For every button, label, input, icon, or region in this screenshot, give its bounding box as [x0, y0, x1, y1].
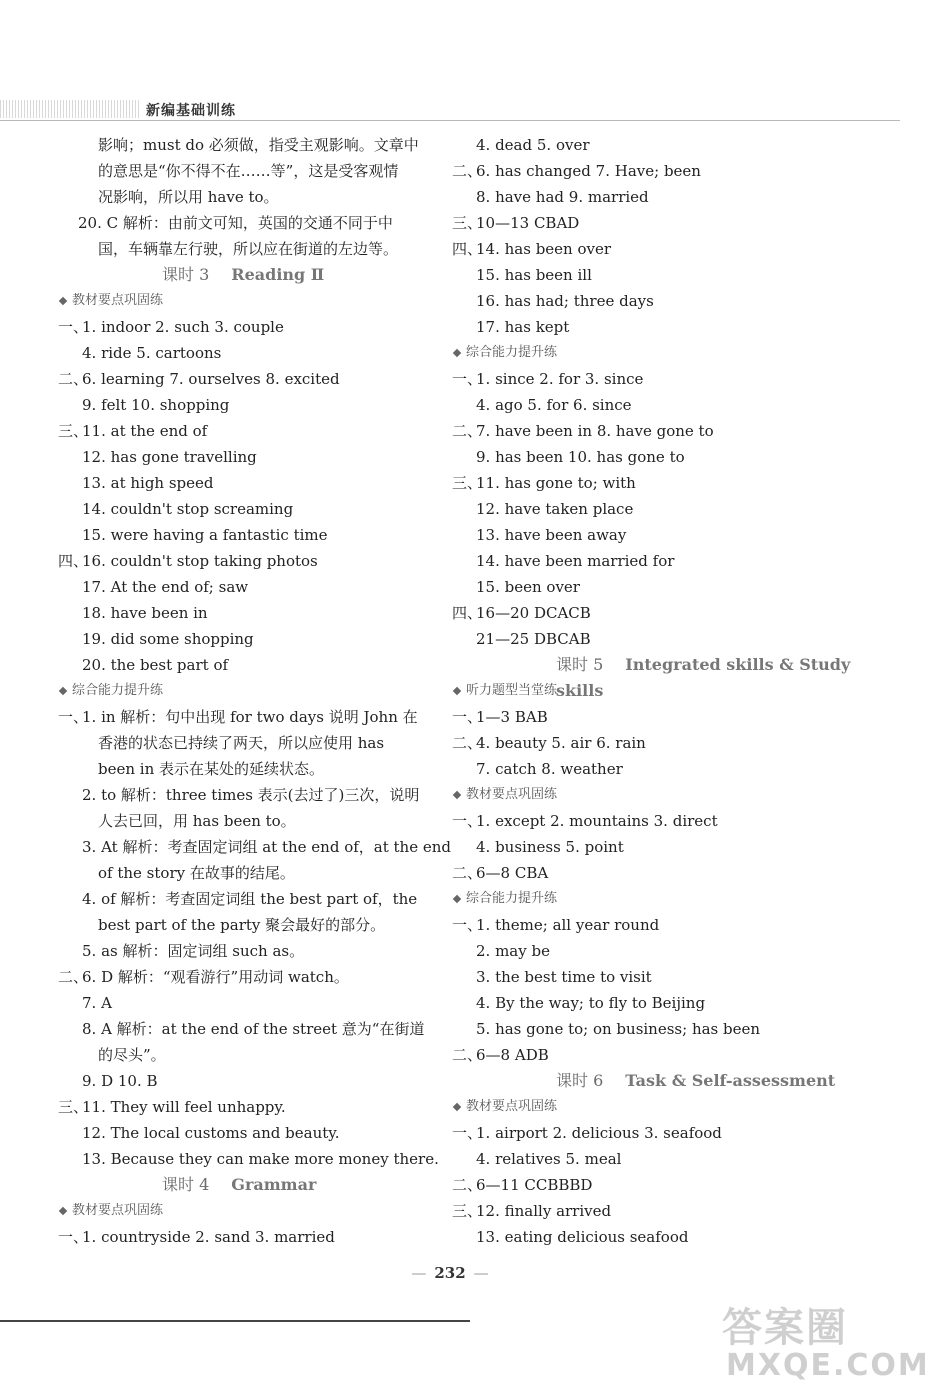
answer-text: 14. has been over — [476, 240, 612, 258]
answer-line — [452, 392, 852, 418]
header-rule — [0, 120, 900, 121]
answer-line — [58, 1042, 430, 1068]
answer-text: 11. at the end of — [82, 422, 208, 440]
answer-line — [58, 158, 430, 184]
exercise-subheading — [452, 886, 852, 912]
answer-line — [452, 938, 852, 964]
answer-text: 7. have been in 8. have gone to — [476, 422, 714, 440]
answer-line — [58, 886, 430, 912]
answer-line — [452, 418, 852, 444]
answer-text: 21—25 DBCAB — [476, 630, 591, 648]
diamond-icon — [59, 1206, 67, 1214]
answer-line — [452, 522, 852, 548]
answer-text: 14. have been married for — [476, 552, 675, 570]
answer-line — [452, 730, 852, 756]
answer-line — [58, 548, 430, 574]
answer-text: 18. have been in — [82, 604, 208, 622]
answer-line — [58, 964, 430, 990]
answer-line — [452, 990, 852, 1016]
subheading-text: 综合能力提升练 — [466, 891, 558, 906]
answer-line — [452, 132, 852, 158]
answer-text: been in 表示在某处的延续状态。 — [98, 760, 325, 778]
answer-text: 1—3 BAB — [476, 708, 548, 726]
answer-line — [58, 210, 430, 236]
answer-line — [452, 210, 852, 236]
answer-line — [452, 834, 852, 860]
answer-text: 12. The local customs and beauty. — [82, 1124, 340, 1142]
answer-text: 4. business 5. point — [476, 838, 624, 856]
answer-text: 13. at high speed — [82, 474, 214, 492]
answer-line — [58, 600, 430, 626]
answer-text: 5. has gone to; on business; has been — [476, 1020, 761, 1038]
section-numeral: 二、 — [452, 864, 483, 882]
answer-text: 13. have been away — [476, 526, 627, 544]
answer-text: 13. eating delicious seafood — [476, 1228, 689, 1246]
answer-line — [452, 1016, 852, 1042]
lesson-topic: Reading Ⅱ — [231, 265, 325, 284]
answer-line — [452, 808, 852, 834]
section-numeral: 一、 — [452, 916, 483, 934]
answer-text: 1. since 2. for 3. since — [476, 370, 644, 388]
answer-text: 16. has had; three days — [476, 292, 654, 310]
answer-text: 16—20 DCACB — [476, 604, 591, 622]
section-numeral: 一、 — [58, 318, 89, 336]
answer-line — [58, 1016, 430, 1042]
answer-text: 1. except 2. mountains 3. direct — [476, 812, 718, 830]
answer-line — [58, 314, 430, 340]
page-header — [0, 92, 900, 132]
answer-text: 1. theme; all year round — [476, 916, 660, 934]
section-numeral: 一、 — [58, 1228, 89, 1246]
lesson-heading — [58, 1172, 430, 1198]
answer-text: 1. in 解析：句中出现 for two days 说明 John 在 — [82, 708, 418, 726]
answer-line — [58, 444, 430, 470]
answer-line — [58, 626, 430, 652]
section-numeral: 二、 — [452, 734, 483, 752]
answer-text: 8. have had 9. married — [476, 188, 649, 206]
answer-line — [58, 912, 430, 938]
answer-text: 3. the best time to visit — [476, 968, 652, 986]
answer-text: 3. At 解析：考查固定词组 at the end of，at the end — [82, 838, 451, 856]
answer-text: 9. felt 10. shopping — [82, 396, 230, 414]
answer-line — [452, 704, 852, 730]
answer-line — [452, 236, 852, 262]
answer-line — [58, 236, 430, 262]
watermark-line1: 答案圈 — [722, 1305, 848, 1351]
section-numeral: 三、 — [452, 214, 483, 232]
answer-text: best part of the party 聚会最好的部分。 — [98, 916, 386, 934]
answer-text: 11. They will feel unhappy. — [82, 1098, 286, 1116]
answer-text: 7. catch 8. weather — [476, 760, 623, 778]
answer-line — [452, 548, 852, 574]
section-numeral: 一、 — [58, 708, 89, 726]
answer-text: 12. has gone travelling — [82, 448, 257, 466]
answer-text: 1. indoor 2. such 3. couple — [82, 318, 284, 336]
answer-text: 7. A — [82, 994, 112, 1012]
answer-line — [452, 1198, 852, 1224]
answer-line — [452, 574, 852, 600]
diamond-icon — [453, 894, 461, 902]
subheading-text: 综合能力提升练 — [72, 683, 164, 698]
subheading-text: 教材要点巩固练 — [466, 787, 558, 802]
answer-text: 6. D 解析：“观看游行”用动词 watch。 — [82, 968, 349, 986]
lesson-label: 课时 6 — [556, 1071, 604, 1090]
answer-line — [452, 158, 852, 184]
answer-line — [58, 392, 430, 418]
page-number-value: 232 — [434, 1264, 466, 1282]
section-numeral: 二、 — [58, 968, 89, 986]
section-numeral: 三、 — [452, 474, 483, 492]
exercise-subheading — [58, 288, 430, 314]
subheading-text: 听力题型当堂练 — [466, 683, 558, 698]
answer-line — [58, 184, 430, 210]
answer-text: 19. did some shopping — [82, 630, 254, 648]
subheading-text: 综合能力提升练 — [466, 345, 558, 360]
answer-text: 况影响，所以用 have to。 — [98, 188, 279, 206]
answer-line — [452, 1042, 852, 1068]
answer-line — [58, 782, 430, 808]
answer-line — [452, 470, 852, 496]
left-column — [58, 132, 451, 1250]
lesson-topic: Integrated skills & Study skills — [556, 655, 851, 700]
lesson-label: 课时 4 — [162, 1175, 210, 1194]
answer-line — [58, 574, 430, 600]
answer-line — [452, 1224, 852, 1250]
diamond-icon — [59, 296, 67, 304]
answer-line — [452, 366, 852, 392]
section-numeral: 一、 — [452, 1124, 483, 1142]
subheading-text: 教材要点巩固练 — [72, 293, 164, 308]
answer-line — [58, 418, 430, 444]
exercise-subheading — [452, 340, 852, 366]
answer-text: 4. By the way; to fly to Beijing — [476, 994, 706, 1012]
answer-text: 15. has been ill — [476, 266, 592, 284]
answer-line — [58, 1120, 430, 1146]
answer-line — [58, 938, 430, 964]
answer-line — [452, 912, 852, 938]
lesson-heading — [58, 262, 430, 288]
diamond-icon — [59, 686, 67, 694]
answer-text: 11. has gone to; with — [476, 474, 636, 492]
answer-text: 8. A 解析：at the end of the street 意为“在街道 — [82, 1020, 425, 1038]
answer-line — [452, 626, 852, 652]
diamond-icon — [453, 790, 461, 798]
answer-line — [58, 1146, 439, 1172]
section-numeral: 四、 — [58, 552, 89, 570]
answer-line — [452, 262, 852, 288]
answer-line — [452, 496, 852, 522]
answer-line — [58, 756, 430, 782]
exercise-subheading — [452, 1094, 852, 1120]
lesson-label: 课时 5 — [556, 655, 604, 674]
answer-text: 1. countryside 2. sand 3. married — [82, 1228, 335, 1246]
answer-line — [58, 990, 430, 1016]
answer-line — [452, 444, 852, 470]
answer-line — [452, 756, 852, 782]
answer-text: 4. ride 5. cartoons — [82, 344, 222, 362]
answer-line — [452, 600, 852, 626]
answer-line — [58, 652, 430, 678]
header-title: 新编基础训练 — [146, 103, 236, 119]
section-numeral: 二、 — [58, 370, 89, 388]
exercise-subheading — [452, 678, 852, 704]
answer-text: 2. to 解析：three times 表示(去过了)三次，说明 — [82, 786, 420, 804]
answer-text: 16. couldn't stop taking photos — [82, 552, 318, 570]
answer-text: 14. couldn't stop screaming — [82, 500, 294, 518]
diamond-icon — [453, 686, 461, 694]
answer-text: 香港的状态已持续了两天，所以应使用 has — [98, 734, 385, 752]
answer-line — [58, 366, 430, 392]
section-numeral: 二、 — [452, 1046, 483, 1064]
answer-text: 4. relatives 5. meal — [476, 1150, 622, 1168]
answer-text: 13. Because they can make more money there. — [82, 1150, 439, 1168]
section-numeral: 二、 — [452, 422, 483, 440]
watermark-line2: MXQE.COM — [726, 1348, 930, 1383]
right-column — [452, 132, 852, 1250]
answer-text: 人去已回，用 has been to。 — [98, 812, 296, 830]
answer-line — [452, 860, 852, 886]
answer-text: 4. ago 5. for 6. since — [476, 396, 632, 414]
answer-text: 国，车辆靠左行驶，所以应在街道的左边等。 — [98, 240, 399, 258]
answer-line — [58, 1094, 430, 1120]
answer-line — [58, 1224, 430, 1250]
answer-line — [452, 1146, 852, 1172]
section-numeral: 四、 — [452, 604, 483, 622]
diamond-icon — [453, 1102, 461, 1110]
answer-text: 的尽头”。 — [98, 1046, 166, 1064]
answer-text: 12. finally arrived — [476, 1202, 612, 1220]
answer-text: 5. as 解析：固定词组 such as。 — [82, 942, 305, 960]
header-decoration — [0, 100, 140, 118]
answer-line — [452, 184, 852, 210]
answer-text: 10—13 CBAD — [476, 214, 580, 232]
answer-text: 4. of 解析：考查固定词组 the best part of，the — [82, 890, 418, 908]
answer-text: 2. may be — [476, 942, 550, 960]
answer-text: 17. has kept — [476, 318, 570, 336]
answer-line — [58, 860, 430, 886]
answer-text: 6—11 CCBBBD — [476, 1176, 593, 1194]
answer-text: 的意思是“你不得不在……等”，这是受客观情 — [98, 162, 399, 180]
answer-line — [58, 470, 430, 496]
answer-line — [58, 340, 430, 366]
answer-line — [58, 496, 430, 522]
answer-text: 20. the best part of — [82, 656, 229, 674]
section-numeral: 二、 — [452, 1176, 483, 1194]
subheading-text: 教材要点巩固练 — [466, 1099, 558, 1114]
section-numeral: 三、 — [452, 1202, 483, 1220]
lesson-topic: Task & Self-assessment — [625, 1071, 836, 1090]
answer-text: 6. learning 7. ourselves 8. excited — [82, 370, 340, 388]
section-numeral: 二、 — [452, 162, 483, 180]
answer-line — [58, 522, 430, 548]
answer-text: of the story 在故事的结尾。 — [98, 864, 295, 882]
diamond-icon — [453, 348, 461, 356]
watermark — [716, 1296, 930, 1386]
answer-text: 6—8 ADB — [476, 1046, 549, 1064]
lesson-heading — [452, 1068, 852, 1094]
answer-line — [58, 132, 430, 158]
answer-line — [58, 808, 430, 834]
answer-line — [452, 1120, 852, 1146]
subheading-text: 教材要点巩固练 — [72, 1203, 164, 1218]
footer-rule — [0, 1320, 470, 1322]
page-number: — 232 — — [411, 1264, 489, 1282]
answer-text: 影响；must do 必须做，指受主观影响。文章中 — [98, 136, 419, 154]
lesson-topic: Grammar — [231, 1175, 317, 1194]
answer-line — [58, 834, 451, 860]
answer-text: 6. has changed 7. Have; been — [476, 162, 701, 180]
section-numeral: 三、 — [58, 1098, 89, 1116]
answer-line — [452, 288, 852, 314]
answer-text: 20. C 解析：由前文可知，英国的交通不同于中 — [78, 214, 393, 232]
answer-text: 15. been over — [476, 578, 580, 596]
answer-text: 9. has been 10. has gone to — [476, 448, 685, 466]
answer-text: 4. beauty 5. air 6. rain — [476, 734, 646, 752]
answer-line — [58, 1068, 430, 1094]
answer-text: 15. were having a fantastic time — [82, 526, 328, 544]
answer-line — [452, 314, 852, 340]
exercise-subheading — [58, 678, 430, 704]
answer-text: 12. have taken place — [476, 500, 634, 518]
answer-line — [452, 964, 852, 990]
answer-line — [452, 1172, 852, 1198]
answer-text: 17. At the end of; saw — [82, 578, 249, 596]
exercise-subheading — [452, 782, 852, 808]
section-numeral: 一、 — [452, 370, 483, 388]
lesson-label: 课时 3 — [162, 265, 210, 284]
section-numeral: 一、 — [452, 812, 483, 830]
section-numeral: 四、 — [452, 240, 483, 258]
answer-text: 4. dead 5. over — [476, 136, 590, 154]
answer-line — [58, 730, 430, 756]
answer-text: 9. D 10. B — [82, 1072, 158, 1090]
answer-line — [58, 704, 430, 730]
answer-text: 1. airport 2. delicious 3. seafood — [476, 1124, 722, 1142]
section-numeral: 一、 — [452, 708, 483, 726]
section-numeral: 三、 — [58, 422, 89, 440]
answer-text: 6—8 CBA — [476, 864, 549, 882]
exercise-subheading — [58, 1198, 430, 1224]
